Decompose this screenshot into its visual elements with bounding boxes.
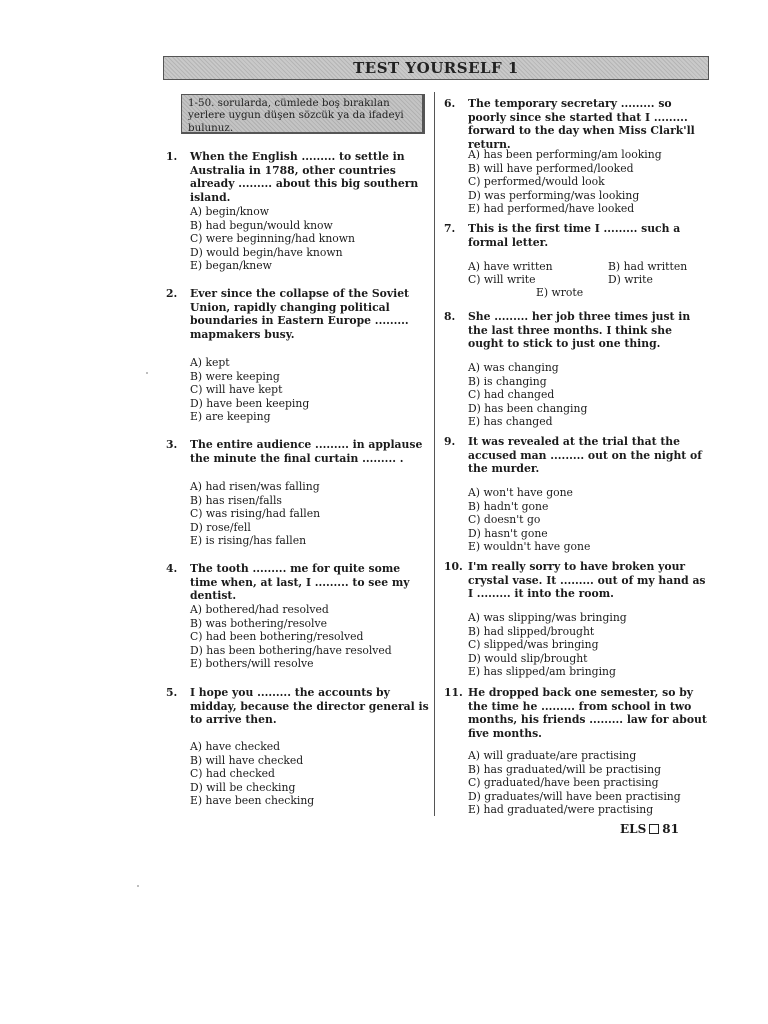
answer-options	[468, 611, 627, 679]
answer-options	[190, 740, 314, 808]
question-stem: She ......... her job three times just in the last three months. I think she ought to stick to just one thing.	[468, 310, 691, 351]
option-e[interactable]: E) wrote	[536, 286, 584, 299]
option-d[interactable]: D) write	[608, 273, 653, 286]
option-d[interactable]: D) would slip/brought	[468, 651, 588, 665]
answer-options	[190, 480, 320, 548]
answer-options	[468, 749, 681, 817]
option-b[interactable]: B) hadn't gone	[468, 499, 549, 513]
option-d[interactable]: D) rose/fell	[190, 520, 251, 534]
option-c[interactable]: C) will have kept	[190, 383, 283, 397]
option-c[interactable]: C) was rising/had fallen	[190, 507, 321, 521]
question-number: 1.	[166, 150, 178, 163]
option-e[interactable]: E) bothers/will resolve	[190, 657, 314, 671]
option-e[interactable]: E) are keeping	[190, 410, 271, 424]
question-number: 2.	[166, 287, 178, 300]
option-c[interactable]: C) will write	[468, 273, 536, 286]
question-stem: When the English ......... to settle in Australia in 1788, other countries already ......... about this big southern island.	[190, 150, 419, 204]
option-c[interactable]: C) were beginning/had known	[190, 232, 355, 246]
option-a[interactable]: A) will graduate/are practising	[468, 749, 637, 762]
option-e[interactable]: E) had graduated/were practising	[468, 803, 654, 817]
option-b[interactable]: B) is changing	[468, 374, 547, 388]
option-d[interactable]: D) was performing/was looking	[468, 188, 640, 202]
option-e[interactable]: E) wouldn't have gone	[468, 540, 591, 554]
option-a[interactable]: A) have written	[468, 260, 553, 273]
question-number: 10.	[444, 560, 463, 573]
option-e[interactable]: E) has changed	[468, 415, 553, 429]
option-d[interactable]: D) will be checking	[190, 780, 296, 794]
option-e[interactable]: E) has slipped/am bringing	[468, 665, 616, 679]
question-number: 11.	[444, 686, 463, 699]
answer-options	[468, 148, 662, 216]
option-a[interactable]: A) has been performing/am looking	[468, 148, 662, 161]
scan-speck	[137, 885, 139, 887]
page-number: 81	[662, 822, 679, 836]
option-a[interactable]: A) won't have gone	[468, 486, 573, 499]
answer-options	[468, 486, 590, 554]
option-b[interactable]: B) will have checked	[190, 753, 304, 767]
option-a[interactable]: A) had risen/was falling	[190, 480, 320, 493]
answer-options	[190, 356, 309, 424]
question-stem: The tooth ......... me for quite some time when, at last, I ......... to see my dentist.	[190, 562, 410, 603]
option-d[interactable]: D) graduates/will have been practising	[468, 789, 681, 803]
test-title-bar	[163, 56, 709, 80]
option-c[interactable]: C) performed/would look	[468, 175, 605, 189]
question-stem: I hope you ......... the accounts by midday, because the director general is to arrive then.	[190, 686, 429, 727]
question-number: 9.	[444, 435, 456, 448]
answer-options	[468, 260, 708, 302]
option-d[interactable]: D) would begin/have known	[190, 245, 343, 259]
option-b[interactable]: B) has risen/falls	[190, 493, 282, 507]
option-a[interactable]: A) bothered/had resolved	[190, 603, 329, 616]
footer-label: ELS	[620, 822, 647, 836]
answer-options	[190, 205, 355, 273]
question-number: 6.	[444, 97, 456, 110]
question-stem: Ever since the collapse of the Soviet Union, rapidly changing political boundaries in Eastern Europe ......... mapmakers busy.	[190, 287, 410, 341]
option-d[interactable]: D) has been bothering/have resolved	[190, 643, 392, 657]
option-c[interactable]: C) graduated/have been practising	[468, 776, 659, 790]
option-b[interactable]: B) was bothering/resolve	[190, 616, 327, 630]
option-b[interactable]: B) will have performed/looked	[468, 161, 634, 175]
question-number: 5.	[166, 686, 178, 699]
page-footer	[620, 822, 679, 836]
option-b[interactable]: B) has graduated/will be practising	[468, 762, 662, 776]
instructions-box: 1-50. sorularda, cümlede boş bırakılan yerlere uygun düşen sözcük ya da ifadeyi bulunuz.	[181, 94, 425, 134]
option-a[interactable]: A) begin/know	[190, 205, 269, 218]
question-stem: It was revealed at the trial that the accused man ......... out on the night of the murder.	[468, 435, 702, 476]
option-e[interactable]: E) is rising/has fallen	[190, 534, 307, 548]
question-number: 4.	[166, 562, 178, 575]
option-b[interactable]: B) had begun/would know	[190, 218, 333, 232]
option-a[interactable]: A) was changing	[468, 361, 559, 374]
option-e[interactable]: E) have been checking	[190, 794, 315, 808]
option-c[interactable]: C) slipped/was bringing	[468, 638, 599, 652]
option-a[interactable]: A) kept	[190, 356, 230, 369]
option-c[interactable]: C) had checked	[190, 767, 275, 781]
answer-options	[468, 361, 587, 429]
answer-options	[190, 603, 392, 671]
option-b[interactable]: B) were keeping	[190, 369, 280, 383]
question-stem: The entire audience ......... in applause the minute the final curtain ......... .	[190, 438, 423, 465]
column-divider	[434, 92, 435, 816]
option-a[interactable]: A) have checked	[190, 740, 281, 753]
option-d[interactable]: D) hasn't gone	[468, 526, 548, 540]
option-b[interactable]: B) had written	[608, 260, 688, 273]
option-e[interactable]: E) had performed/have looked	[468, 202, 635, 216]
question-stem: I'm really sorry to have broken your crystal vase. It ......... out of my hand as I ......... it into the room.	[468, 560, 706, 601]
question-number: 7.	[444, 222, 456, 235]
test-title: TEST YOURSELF 1	[353, 59, 519, 77]
question-stem: This is the first time I ......... such a formal letter.	[468, 222, 681, 249]
scan-speck	[146, 372, 148, 374]
option-d[interactable]: D) have been keeping	[190, 396, 310, 410]
option-c[interactable]: C) doesn't go	[468, 513, 541, 527]
question-number: 3.	[166, 438, 178, 451]
option-c[interactable]: C) had been bothering/resolved	[190, 630, 364, 644]
question-number: 8.	[444, 310, 456, 323]
option-d[interactable]: D) has been changing	[468, 401, 588, 415]
option-b[interactable]: B) had slipped/brought	[468, 624, 595, 638]
option-c[interactable]: C) had changed	[468, 388, 555, 402]
option-e[interactable]: E) began/knew	[190, 259, 272, 273]
option-a[interactable]: A) was slipping/was bringing	[468, 611, 627, 624]
square-icon	[649, 824, 659, 834]
question-stem: He dropped back one semester, so by the time he ......... from school in two months, his friends ......... law for about five months.	[468, 686, 707, 740]
question-stem: The temporary secretary ......... so poorly since she started that I ......... forward to the day when Miss Clark'll return.	[468, 97, 695, 151]
